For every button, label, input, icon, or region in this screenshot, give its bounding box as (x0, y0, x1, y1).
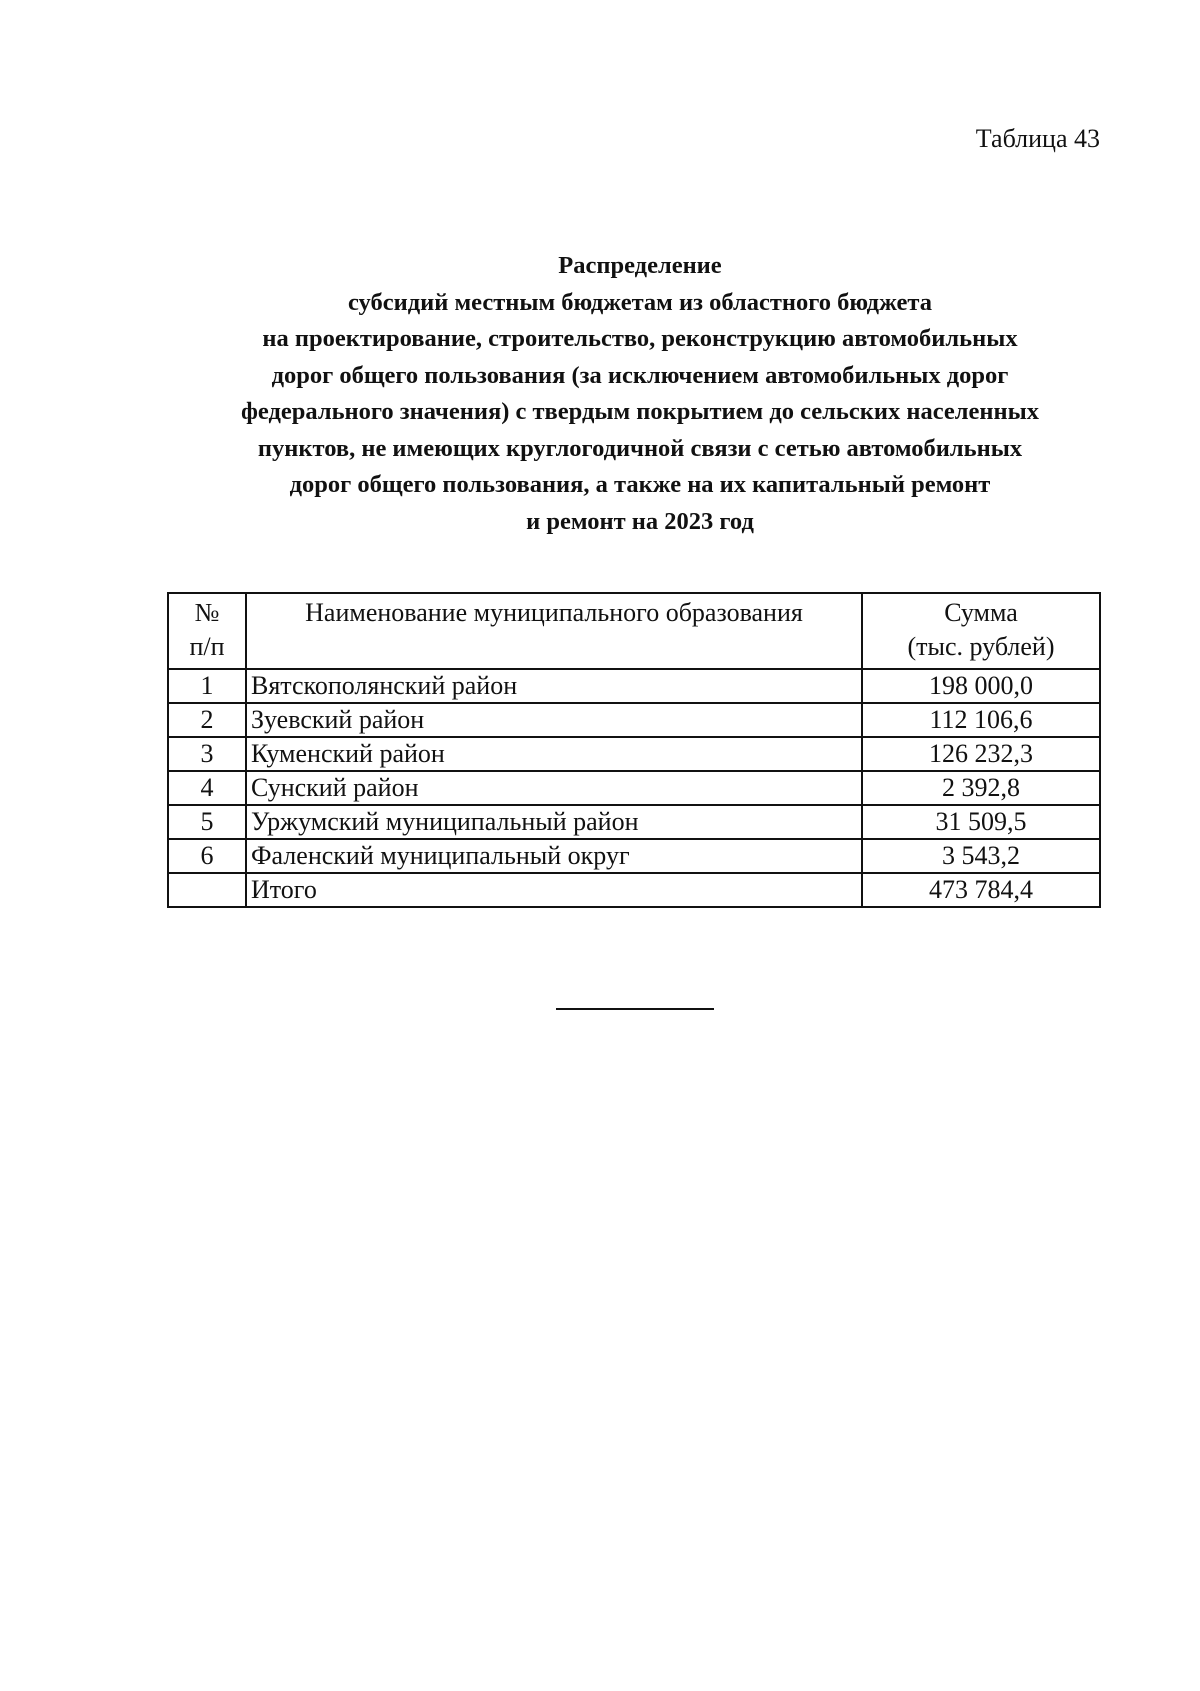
table-total-row (168, 873, 1100, 907)
row-number: 3 (168, 737, 246, 771)
row-number: 5 (168, 805, 246, 839)
row-sum: 3 543,2 (862, 839, 1100, 873)
title-line: федерального значения) с твердым покрытием до сельских населенных (240, 398, 1039, 425)
table-header-row (168, 593, 1100, 669)
subsidy-table (167, 592, 1101, 908)
row-municipality: Сунский район (246, 771, 862, 805)
row-sum: 112 106,6 (862, 703, 1100, 737)
row-sum: 2 392,8 (862, 771, 1100, 805)
title-line: Распределение (558, 252, 722, 279)
total-label: Итого (246, 873, 862, 907)
row-number: 4 (168, 771, 246, 805)
row-number: 2 (168, 703, 246, 737)
header-sum (862, 593, 1100, 669)
header-number-symbol: № (194, 598, 220, 627)
title-line: и ремонт на 2023 год (526, 507, 754, 535)
table-row (168, 805, 1100, 839)
title-line: на проектирование, строительство, реконструкцию автомобильных (262, 325, 1018, 352)
row-sum: 198 000,0 (862, 669, 1100, 703)
row-municipality: Зуевский район (246, 703, 862, 737)
row-municipality: Куменский район (246, 737, 862, 771)
table-row (168, 839, 1100, 873)
row-municipality: Уржумский муниципальный район (246, 805, 862, 839)
title-line: дорог общего пользования, а также на их капитальный ремонт (289, 471, 991, 498)
table-row (168, 703, 1100, 737)
end-divider-line (556, 1008, 714, 1010)
header-name: Наименование муниципального образования (246, 593, 862, 669)
table-row (168, 669, 1100, 703)
title-line: субсидий местным бюджетам из областного бюджета (348, 288, 932, 316)
document-title (150, 248, 1130, 540)
header-number (168, 593, 246, 669)
title-line: дорог общего пользования (за исключением автомобильных дорог (271, 361, 1009, 389)
row-sum: 31 509,5 (862, 805, 1100, 839)
total-number (168, 873, 246, 907)
row-municipality: Вятскополянский район (246, 669, 862, 703)
table-row (168, 737, 1100, 771)
table-row (168, 771, 1100, 805)
table-number-label: Таблица 43 (975, 124, 1100, 153)
header-sum-title: Сумма (944, 598, 1018, 627)
header-sum-unit: (тыс. рублей) (907, 632, 1055, 661)
row-sum: 126 232,3 (862, 737, 1100, 771)
title-line: пунктов, не имеющих круглогодичной связи с сетью автомобильных (257, 434, 1023, 462)
row-number: 1 (168, 669, 246, 703)
total-sum: 473 784,4 (862, 873, 1100, 907)
row-number: 6 (168, 839, 246, 873)
row-municipality: Фаленский муниципальный округ (246, 839, 862, 873)
header-number-abbr: п/п (189, 632, 225, 661)
